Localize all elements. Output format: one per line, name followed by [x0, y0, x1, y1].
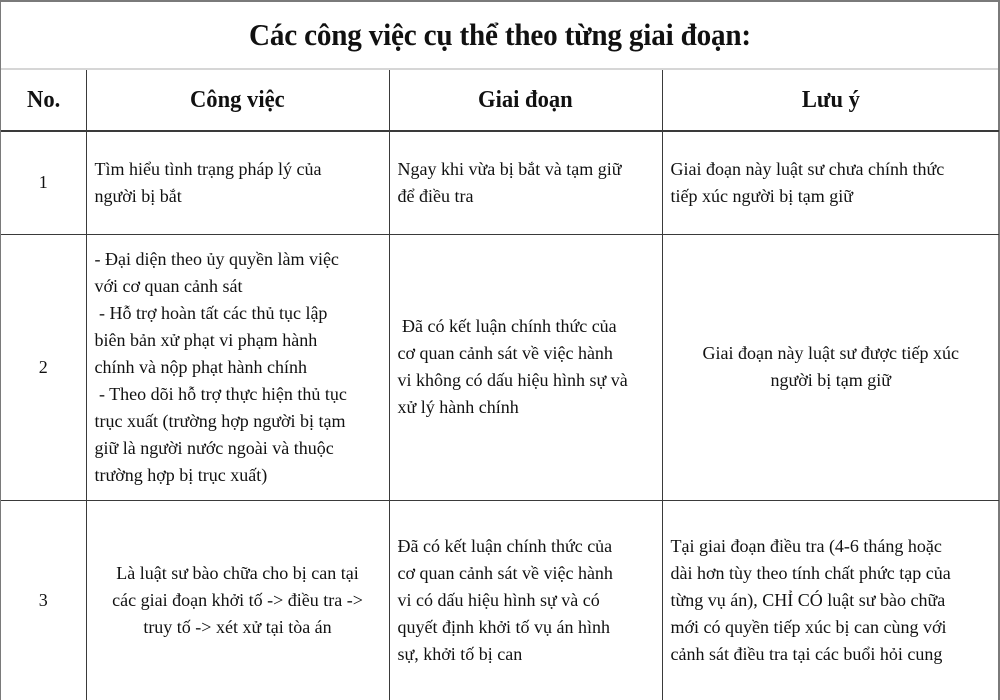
text-line: chính và nộp phạt hành chính — [94, 356, 307, 377]
task-cell — [86, 500, 389, 700]
column-header-stage-label: Giai đoạn — [478, 86, 573, 113]
text-line: các giai đoạn khởi tố -> điều tra -> — [112, 589, 363, 610]
text-line: Ngay khi vừa bị bắt và tạm giữ — [397, 158, 622, 179]
text-line: để điều tra — [397, 185, 474, 206]
table-row — [1, 500, 999, 700]
text-line: cảnh sát điều tra tại các buổi hỏi cung — [670, 643, 943, 664]
text-line: người bị bắt — [94, 185, 182, 206]
text-line: - Đại diện theo ủy quyền làm việc — [94, 248, 339, 269]
table-row — [1, 131, 999, 234]
text-line: Giai đoạn này luật sư chưa chính thức — [670, 158, 945, 179]
text-line: - Theo dõi hỗ trợ thực hiện thủ tục — [94, 383, 347, 404]
stage-cell — [389, 234, 662, 500]
column-header-no — [1, 70, 86, 131]
title-bar — [1, 2, 998, 70]
text-line: dài hơn tùy theo tính chất phức tạp của — [670, 562, 951, 583]
text-line: giữ là người nước ngoài và thuộc — [94, 437, 334, 458]
text-line: xử lý hành chính — [397, 397, 519, 417]
stage-cell — [389, 131, 662, 234]
note-cell — [662, 131, 999, 234]
text-line: biên bản xử phạt vi phạm hành — [94, 329, 318, 350]
note-cell — [662, 500, 999, 700]
task-cell — [86, 234, 389, 500]
text-line: từng vụ án), CHỈ CÓ luật sư bào chữa — [670, 589, 946, 610]
column-header-task — [86, 70, 389, 131]
text-line: trường hợp bị trục xuất) — [94, 464, 268, 485]
column-header-stage — [389, 70, 662, 131]
text-line: vi có dấu hiệu hình sự và có — [397, 589, 600, 610]
text-line: Tìm hiểu tình trạng pháp lý của — [94, 158, 322, 179]
text-line: vi không có dấu hiệu hình sự và — [397, 370, 628, 390]
note-cell — [662, 234, 999, 500]
text-line: mới có quyền tiếp xúc bị can cùng với — [670, 616, 947, 637]
column-header-no-label: No. — [26, 86, 60, 113]
text-line: Là luật sư bào chữa cho bị can tại — [116, 562, 359, 583]
text-line: tiếp xúc người bị tạm giữ — [670, 185, 854, 206]
row-number: 3 — [1, 500, 86, 700]
text-line: Đã có kết luận chính thức của — [397, 535, 613, 556]
text-line: người bị tạm giữ — [770, 370, 892, 390]
text-line: cơ quan cảnh sát về việc hành — [397, 562, 613, 583]
text-line: truy tố -> xét xử tại tòa án — [143, 616, 332, 637]
table-row — [1, 234, 999, 500]
text-line: cơ quan cảnh sát về việc hành — [397, 343, 613, 363]
text-line: quyết định khởi tố vụ án hình — [397, 616, 611, 637]
text-line: với cơ quan cảnh sát — [94, 275, 243, 296]
column-header-task-label: Công việc — [190, 86, 285, 113]
page-title: Các công việc cụ thể theo từng giai đoạn: — [248, 17, 751, 52]
text-line: Tại giai đoạn điều tra (4-6 tháng hoặc — [670, 535, 942, 556]
table-header-row — [1, 70, 999, 131]
text-line: trục xuất (trường hợp người bị tạm — [94, 410, 346, 431]
row-number: 2 — [1, 234, 86, 500]
stage-cell — [389, 500, 662, 700]
text-line: - Hỗ trợ hoàn tất các thủ tục lập — [94, 302, 328, 323]
task-cell — [86, 131, 389, 234]
column-header-note-label: Lưu ý — [801, 86, 860, 113]
text-line: Giai đoạn này luật sư được tiếp xúc — [702, 343, 959, 363]
text-line: Đã có kết luận chính thức của — [397, 316, 617, 336]
text-line: sự, khởi tố bị can — [397, 643, 523, 664]
row-number: 1 — [1, 131, 86, 234]
column-header-note — [662, 70, 999, 131]
stages-table — [1, 70, 999, 700]
